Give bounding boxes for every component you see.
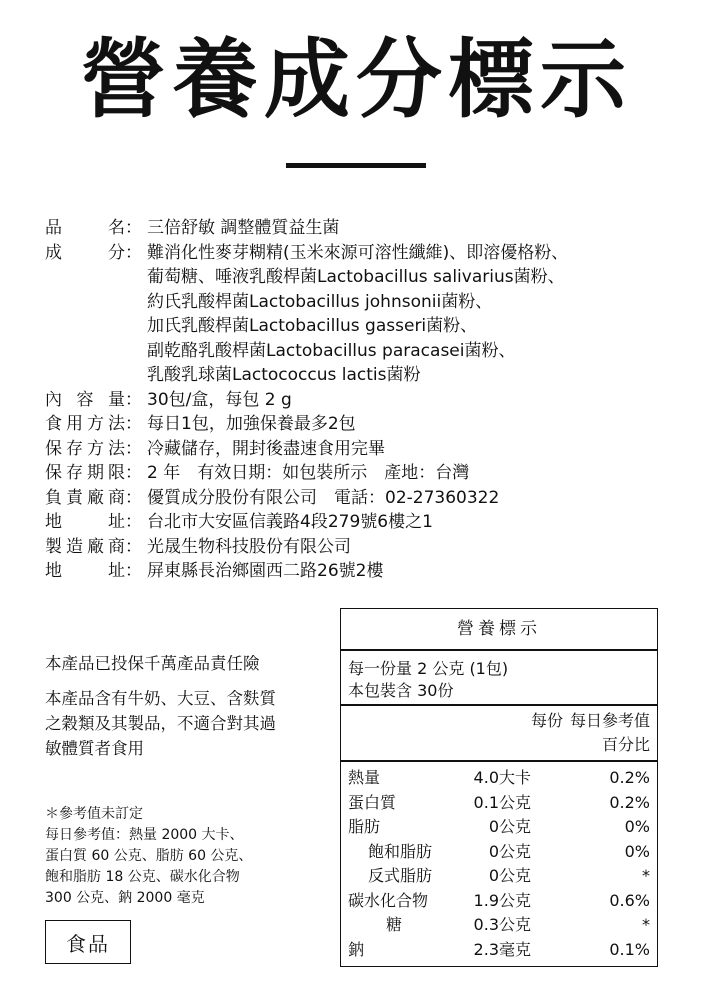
info-value: [147, 216, 685, 241]
info-value: [147, 510, 685, 535]
servings-per-pack: 本包裝含 30份: [348, 681, 454, 700]
col-per-serving: 每份: [530, 711, 563, 730]
info-value-line: 30包/盒，每包 2 g: [147, 389, 292, 410]
info-value-line: 加氏乳酸桿菌Lactobacillus gasseri菌粉、: [147, 316, 478, 336]
info-colon: ：: [125, 561, 142, 581]
info-row: [45, 486, 685, 511]
nutrient-daily-value: 0%: [624, 817, 650, 836]
col-daily-value-line: 百分比: [601, 735, 650, 754]
nutrient-daily-value: 0%: [624, 841, 650, 861]
info-row: [45, 216, 685, 241]
nutrient-row: [340, 889, 658, 913]
info-value-line: 每日1包，加強保養最多2包: [147, 414, 356, 434]
nutrient-per-serving: 4.0大卡: [473, 768, 531, 787]
nutrient-row: [340, 766, 658, 790]
info-value-line: 副乾酪乳酸桿菌Lactobacillus paracasei菌粉、: [147, 340, 516, 361]
allergen-line: 之穀類及其製品，不適合對其過: [45, 714, 276, 733]
info-label: 食 用 方 法: [45, 414, 125, 434]
info-colon: ：: [125, 487, 142, 508]
info-colon: ：: [125, 414, 142, 434]
reference-line: ＊參考值未訂定: [45, 806, 143, 822]
nutrient-daily-value: 0.2%: [609, 768, 650, 787]
info-label: 成 分: [45, 242, 125, 263]
info-label: 地 址: [45, 561, 125, 581]
title-divider: [286, 163, 426, 168]
col-daily-value: [570, 709, 650, 757]
serving-info: [348, 658, 508, 702]
allergen-line: 敏體質者食用: [45, 739, 144, 758]
info-value: [147, 461, 685, 486]
info-value: [147, 241, 685, 388]
info-value-line: 乳酸乳球菌Lactococcus lactis菌粉: [147, 365, 421, 385]
notes-section: [45, 652, 335, 906]
nutrient-name: 碳水化合物: [348, 890, 429, 910]
info-label: 內 容 量: [45, 389, 125, 410]
nutrient-daily-value: 0.2%: [609, 792, 650, 812]
info-row: [45, 535, 685, 560]
allergen-line: 本產品含有牛奶、大豆、含麩質: [45, 689, 276, 708]
info-colon: ：: [125, 218, 142, 238]
info-value-line: 台北市大安區信義路4段279號6樓之1: [147, 512, 433, 532]
nutrient-daily-value: 0.6%: [609, 890, 650, 910]
info-value: [147, 388, 685, 413]
reference-note: [45, 804, 252, 909]
info-value-line: 三倍舒敏 調整體質益生菌: [147, 218, 340, 238]
info-colon: ：: [125, 463, 142, 483]
info-row: [45, 412, 685, 437]
nutrient-daily-value: *: [642, 915, 650, 934]
divider: [340, 649, 658, 651]
nutrition-title: 營養標示: [457, 619, 541, 639]
col-daily-value-line: 每日參考值: [570, 711, 651, 730]
info-colon: ：: [125, 512, 142, 532]
nutrient-row: [340, 913, 658, 937]
product-info: [45, 216, 685, 584]
info-colon: ：: [125, 536, 142, 557]
info-label: 保 存 方 法: [45, 438, 125, 459]
reference-line: 每日參考值：熱量 2000 大卡、: [45, 827, 244, 843]
nutrient-per-serving: 0公克: [488, 841, 531, 861]
nutrient-row: [340, 815, 658, 839]
info-value: [147, 437, 685, 462]
food-badge: 食品: [45, 920, 131, 964]
serving-size: 每一份量 2 公克 (1包): [348, 659, 509, 678]
info-row: [45, 388, 685, 413]
info-colon: ：: [125, 242, 142, 263]
liability-note: 本產品已投保千萬產品責任險: [45, 654, 260, 673]
info-value: [147, 559, 685, 584]
info-value-line: 約氏乳酸桿菌Lactobacillus johnsonii菌粉、: [147, 291, 493, 312]
info-row: [45, 241, 685, 388]
nutrient-name: 熱量: [348, 768, 381, 787]
info-value-line: 光晟生物科技股份有限公司: [147, 536, 351, 557]
nutrient-row: [340, 840, 658, 864]
nutrient-per-serving: 1.9公克: [473, 890, 531, 910]
info-row: [45, 510, 685, 535]
nutrient-row: [340, 864, 658, 888]
info-value-line: 難消化性麥芽糊精(玉米來源可溶性纖維)、即溶優格粉、: [147, 242, 569, 263]
info-value-line: 2 年 有效日期：如包裝所示 產地：台灣: [147, 463, 470, 483]
nutrient-per-serving: 2.3毫克: [473, 939, 531, 959]
info-label: 負 責 廠 商: [45, 487, 125, 508]
nutrient-daily-value: *: [642, 866, 650, 885]
nutrient-name: 蛋白質: [348, 792, 397, 812]
nutrition-table: [340, 608, 658, 967]
allergen-note: [45, 686, 335, 761]
info-value-line: 優質成分股份有限公司 電話：02-27360322: [147, 487, 500, 508]
info-value-line: 葡萄糖、唾液乳酸桿菌Lactobacillus salivarius菌粉、: [147, 267, 565, 287]
nutrient-name: 反式脂肪: [368, 866, 433, 885]
nutrient-per-serving: 0公克: [488, 817, 531, 836]
nutrient-name: 鈉: [348, 939, 365, 959]
info-label: 保 存 期 限: [45, 463, 125, 483]
info-value-line: 屏東縣長治鄉園西二路26號2樓: [147, 561, 384, 581]
divider: [340, 760, 658, 762]
reference-line: 飽和脂肪 18 公克、碳水化合物: [45, 869, 240, 885]
info-label: 製 造 廠 商: [45, 536, 125, 557]
nutrient-daily-value: 0.1%: [609, 939, 650, 959]
info-row: [45, 559, 685, 584]
info-colon: ：: [125, 389, 142, 410]
reference-line: 300 公克、鈉 2000 毫克: [45, 890, 205, 906]
info-value-line: 冷藏儲存，開封後盡速食用完畢: [147, 438, 385, 459]
info-value: [147, 412, 685, 437]
nutrient-per-serving: 0公克: [488, 866, 531, 885]
nutrient-per-serving: 0.1公克: [473, 792, 531, 812]
info-label: 品 名: [45, 218, 125, 238]
nutrient-name: 糖: [386, 915, 403, 934]
reference-line: 蛋白質 60 公克、脂肪 60 公克、: [45, 848, 253, 864]
nutrient-per-serving: 0.3公克: [473, 915, 531, 934]
info-colon: ：: [125, 438, 142, 459]
info-row: [45, 437, 685, 462]
divider: [340, 704, 658, 706]
nutrient-name: 飽和脂肪: [368, 841, 433, 861]
info-label: 地 址: [45, 512, 125, 532]
info-value: [147, 486, 685, 511]
info-value: [147, 535, 685, 560]
info-row: [45, 461, 685, 486]
nutrient-name: 脂肪: [348, 817, 381, 836]
nutrient-row: [340, 938, 658, 962]
nutrient-row: [340, 791, 658, 815]
page-title: 營養成分標示: [80, 30, 632, 130]
